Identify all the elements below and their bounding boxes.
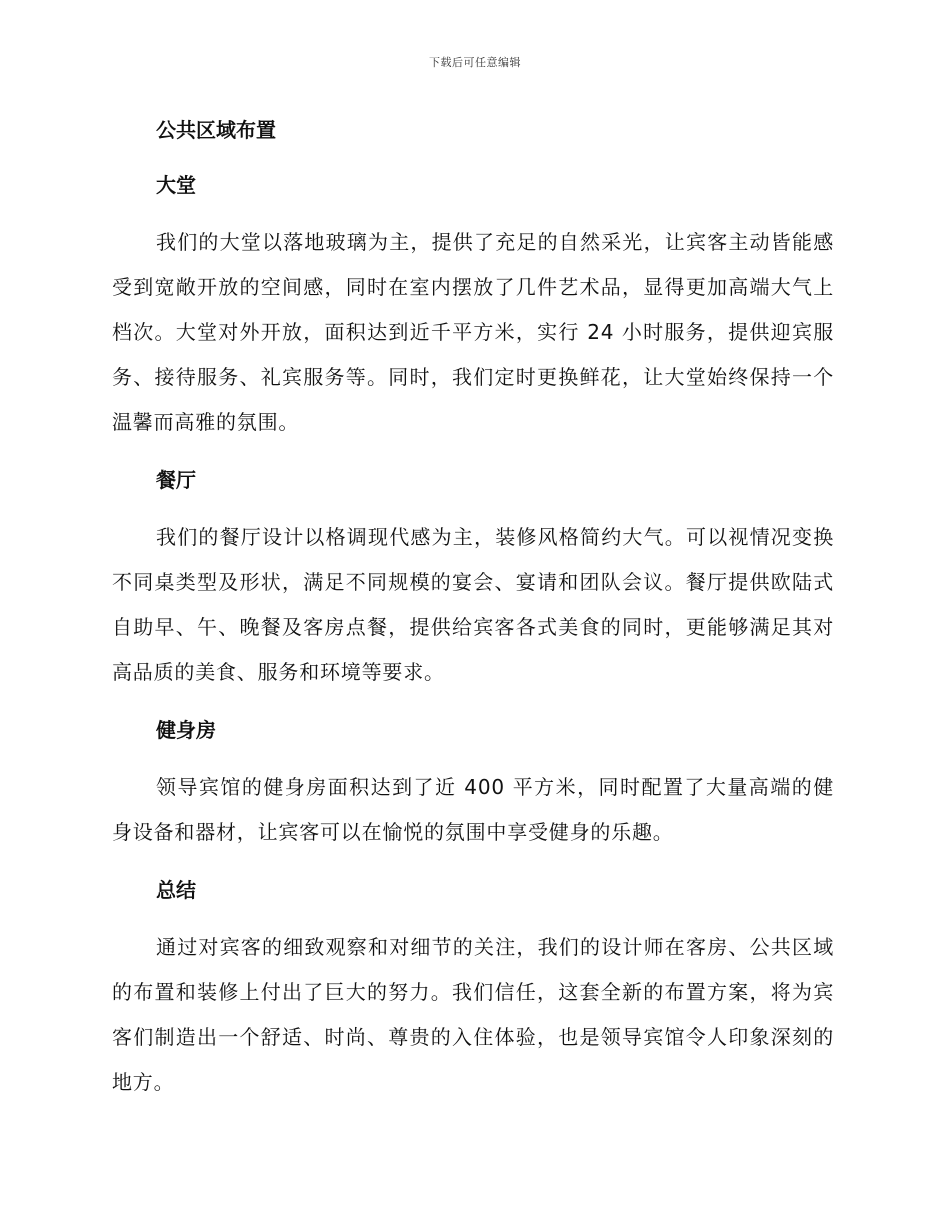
section-paragraph-gym: 领导宾馆的健身房面积达到了近 400 平方米，同时配置了大量高端的健身设备和器材，让宾客可以在愉悦的氛围中享受健身的乐趣。 [112,775,834,844]
section-title-gym: 健身房 [156,718,216,742]
document-title: 公共区域布置 [156,118,276,142]
header-note: 下载后可任意编辑 [429,56,521,69]
document-content [112,110,834,1105]
section-paragraph-restaurant: 我们的餐厅设计以格调现代感为主，装修风格简约大气。可以视情况变换不同桌类型及形状，满足不同规模的宴会、宴请和团队会议。餐厅提供欧陆式自助早、午、晚餐及客房点餐，提供给宾客各式美食的同时，更能够满足其对高品质的美食、服务和环境等要求。 [112,525,834,684]
section-paragraph-summary: 通过对宾客的细致观察和对细节的关注，我们的设计师在客房、公共区域的布置和装修上付出了巨大的努力。我们信任，这套全新的布置方案，将为宾客们制造出一个舒适、时尚、尊贵的入住体验，也是领导宾馆令人印象深刻的地方。 [112,935,834,1094]
section-paragraph-lobby: 我们的大堂以落地玻璃为主，提供了充足的自然采光，让宾客主动皆能感受到宽敞开放的空间感，同时在室内摆放了几件艺术品，显得更加高端大气上档次。大堂对外开放，面积达到近千平方米，实行 24 小时服务，提供迎宾服务、接待服务、礼宾服务等。同时，我们定时更换鲜花，让大堂始终保持一个温馨而高雅的氛围。 [112,230,834,434]
section-title-summary: 总结 [156,878,196,902]
section-title-restaurant: 餐厅 [156,468,196,492]
section-title-lobby: 大堂 [156,173,196,197]
